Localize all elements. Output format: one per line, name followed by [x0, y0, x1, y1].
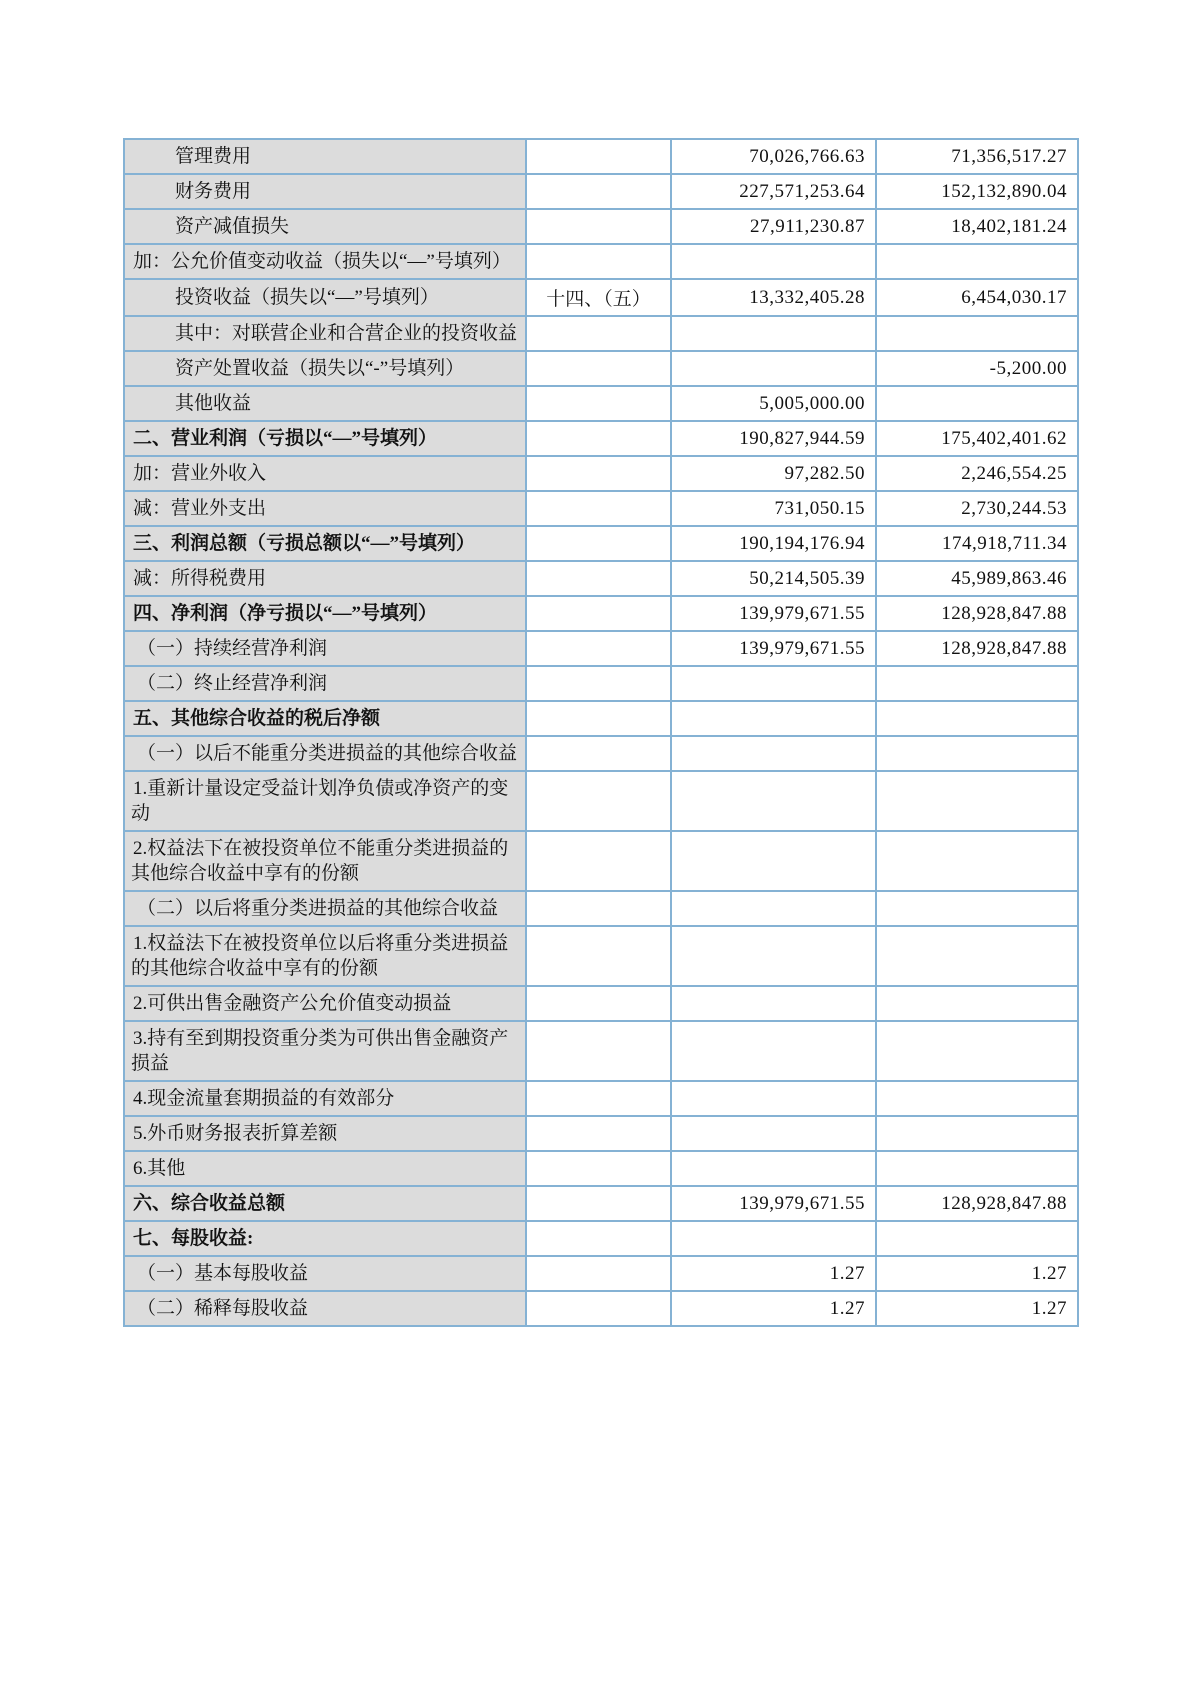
item-cell: 减：营业外支出 [124, 491, 526, 526]
item-cell: 七、每股收益: [124, 1221, 526, 1256]
table-row [124, 891, 1078, 926]
table-row [124, 351, 1078, 386]
prior-period-cell: -5,200.00 [876, 351, 1078, 386]
note-cell [526, 1186, 671, 1221]
item-cell: 减：所得税费用 [124, 561, 526, 596]
table-row [124, 561, 1078, 596]
item-cell: 1.权益法下在被投资单位以后将重分类进损益的其他综合收益中享有的份额 [124, 926, 526, 986]
item-cell: 六、综合收益总额 [124, 1186, 526, 1221]
item-cell: （一）以后不能重分类进损益的其他综合收益 [124, 736, 526, 771]
item-cell: 资产处置收益（损失以“-”号填列） [124, 351, 526, 386]
prior-period-cell: 128,928,847.88 [876, 1186, 1078, 1221]
current-period-cell [671, 986, 876, 1021]
note-cell [526, 1081, 671, 1116]
table-row [124, 926, 1078, 986]
prior-period-cell [876, 1221, 1078, 1256]
table-row [124, 279, 1078, 316]
current-period-cell: 227,571,253.64 [671, 174, 876, 209]
table-row [124, 386, 1078, 421]
prior-period-cell [876, 831, 1078, 891]
item-cell: 2.可供出售金融资产公允价值变动损益 [124, 986, 526, 1021]
current-period-cell [671, 736, 876, 771]
current-period-cell: 13,332,405.28 [671, 279, 876, 316]
note-cell [526, 386, 671, 421]
table-row [124, 666, 1078, 701]
item-cell: 管理费用 [124, 139, 526, 174]
prior-period-cell [876, 666, 1078, 701]
prior-period-cell: 18,402,181.24 [876, 209, 1078, 244]
table-row [124, 1221, 1078, 1256]
table-row [124, 986, 1078, 1021]
current-period-cell: 50,214,505.39 [671, 561, 876, 596]
item-cell: 资产减值损失 [124, 209, 526, 244]
prior-period-cell [876, 1021, 1078, 1081]
prior-period-cell [876, 891, 1078, 926]
note-cell [526, 561, 671, 596]
current-period-cell: 70,026,766.63 [671, 139, 876, 174]
item-cell: 加：营业外收入 [124, 456, 526, 491]
current-period-cell [671, 316, 876, 351]
prior-period-cell: 2,730,244.53 [876, 491, 1078, 526]
table-row [124, 244, 1078, 279]
note-cell [526, 1151, 671, 1186]
item-cell: 其中：对联营企业和合营企业的投资收益 [124, 316, 526, 351]
prior-period-cell: 1.27 [876, 1291, 1078, 1326]
current-period-cell: 731,050.15 [671, 491, 876, 526]
item-cell: 4.现金流量套期损益的有效部分 [124, 1081, 526, 1116]
table-row [124, 1186, 1078, 1221]
table-row [124, 174, 1078, 209]
table-row [124, 526, 1078, 561]
item-cell: （一）基本每股收益 [124, 1256, 526, 1291]
prior-period-cell [876, 316, 1078, 351]
prior-period-cell [876, 986, 1078, 1021]
note-cell [526, 209, 671, 244]
note-cell [526, 926, 671, 986]
current-period-cell: 139,979,671.55 [671, 1186, 876, 1221]
note-cell [526, 1021, 671, 1081]
table-row [124, 316, 1078, 351]
item-cell: 6.其他 [124, 1151, 526, 1186]
note-cell [526, 666, 671, 701]
prior-period-cell: 1.27 [876, 1256, 1078, 1291]
prior-period-cell: 152,132,890.04 [876, 174, 1078, 209]
prior-period-cell: 6,454,030.17 [876, 279, 1078, 316]
note-cell [526, 891, 671, 926]
table-row [124, 491, 1078, 526]
note-cell [526, 456, 671, 491]
note-cell [526, 174, 671, 209]
prior-period-cell [876, 701, 1078, 736]
note-cell [526, 1256, 671, 1291]
current-period-cell [671, 831, 876, 891]
table-row [124, 139, 1078, 174]
item-cell: 财务费用 [124, 174, 526, 209]
current-period-cell [671, 666, 876, 701]
note-cell [526, 421, 671, 456]
note-cell [526, 526, 671, 561]
current-period-cell: 190,194,176.94 [671, 526, 876, 561]
current-period-cell [671, 1081, 876, 1116]
note-cell [526, 596, 671, 631]
note-cell [526, 139, 671, 174]
table-row [124, 421, 1078, 456]
income-statement-body [124, 139, 1078, 1326]
note-cell [526, 831, 671, 891]
prior-period-cell [876, 244, 1078, 279]
note-cell [526, 316, 671, 351]
table-row [124, 1081, 1078, 1116]
current-period-cell [671, 244, 876, 279]
table-row [124, 1116, 1078, 1151]
current-period-cell [671, 1221, 876, 1256]
table-row [124, 1151, 1078, 1186]
prior-period-cell [876, 736, 1078, 771]
prior-period-cell [876, 1151, 1078, 1186]
current-period-cell [671, 1151, 876, 1186]
current-period-cell [671, 351, 876, 386]
item-cell: 投资收益（损失以“—”号填列） [124, 279, 526, 316]
note-cell [526, 1291, 671, 1326]
prior-period-cell: 175,402,401.62 [876, 421, 1078, 456]
prior-period-cell: 71,356,517.27 [876, 139, 1078, 174]
item-cell: 加：公允价值变动收益（损失以“—”号填列） [124, 244, 526, 279]
table-row [124, 736, 1078, 771]
table-row [124, 596, 1078, 631]
note-cell [526, 244, 671, 279]
item-cell: （二）稀释每股收益 [124, 1291, 526, 1326]
current-period-cell: 139,979,671.55 [671, 596, 876, 631]
item-cell: （二）以后将重分类进损益的其他综合收益 [124, 891, 526, 926]
note-cell [526, 631, 671, 666]
item-cell: 五、其他综合收益的税后净额 [124, 701, 526, 736]
current-period-cell [671, 926, 876, 986]
note-cell [526, 986, 671, 1021]
note-cell [526, 1221, 671, 1256]
current-period-cell [671, 1021, 876, 1081]
item-cell: 其他收益 [124, 386, 526, 421]
prior-period-cell [876, 1081, 1078, 1116]
prior-period-cell [876, 926, 1078, 986]
current-period-cell: 1.27 [671, 1291, 876, 1326]
current-period-cell: 1.27 [671, 1256, 876, 1291]
prior-period-cell: 128,928,847.88 [876, 631, 1078, 666]
table-row [124, 771, 1078, 831]
prior-period-cell [876, 771, 1078, 831]
item-cell: 2.权益法下在被投资单位不能重分类进损益的其他综合收益中享有的份额 [124, 831, 526, 891]
note-cell [526, 701, 671, 736]
current-period-cell: 190,827,944.59 [671, 421, 876, 456]
current-period-cell [671, 771, 876, 831]
table-row [124, 701, 1078, 736]
current-period-cell [671, 891, 876, 926]
note-cell [526, 351, 671, 386]
item-cell: （二）终止经营净利润 [124, 666, 526, 701]
note-cell: 十四、（五） [526, 279, 671, 316]
item-cell: 3.持有至到期投资重分类为可供出售金融资产损益 [124, 1021, 526, 1081]
item-cell: （一）持续经营净利润 [124, 631, 526, 666]
prior-period-cell: 45,989,863.46 [876, 561, 1078, 596]
item-cell: 三、利润总额（亏损总额以“—”号填列） [124, 526, 526, 561]
prior-period-cell: 2,246,554.25 [876, 456, 1078, 491]
item-cell: 1.重新计量设定受益计划净负债或净资产的变动 [124, 771, 526, 831]
item-cell: 二、营业利润（亏损以“—”号填列） [124, 421, 526, 456]
table-row [124, 831, 1078, 891]
table-row [124, 1256, 1078, 1291]
table-row [124, 631, 1078, 666]
prior-period-cell [876, 386, 1078, 421]
prior-period-cell: 174,918,711.34 [876, 526, 1078, 561]
current-period-cell [671, 701, 876, 736]
income-statement-table [123, 138, 1079, 1327]
item-cell: 5.外币财务报表折算差额 [124, 1116, 526, 1151]
note-cell [526, 1116, 671, 1151]
table-row [124, 456, 1078, 491]
note-cell [526, 736, 671, 771]
note-cell [526, 491, 671, 526]
table-row [124, 209, 1078, 244]
note-cell [526, 771, 671, 831]
item-cell: 四、净利润（净亏损以“—”号填列） [124, 596, 526, 631]
prior-period-cell [876, 1116, 1078, 1151]
statement-sheet [123, 138, 1077, 1327]
table-row [124, 1291, 1078, 1326]
current-period-cell: 97,282.50 [671, 456, 876, 491]
prior-period-cell: 128,928,847.88 [876, 596, 1078, 631]
table-row [124, 1021, 1078, 1081]
current-period-cell: 27,911,230.87 [671, 209, 876, 244]
current-period-cell: 5,005,000.00 [671, 386, 876, 421]
current-period-cell [671, 1116, 876, 1151]
current-period-cell: 139,979,671.55 [671, 631, 876, 666]
